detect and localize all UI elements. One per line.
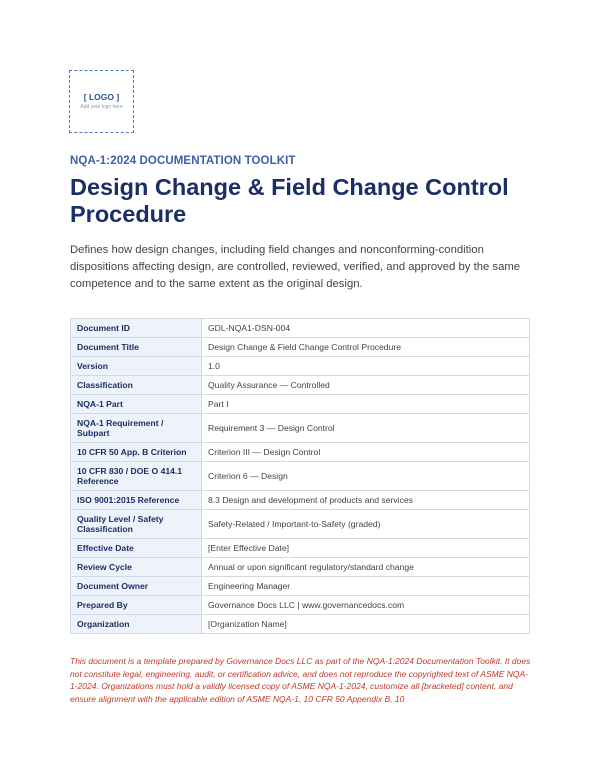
metadata-row <box>71 376 530 395</box>
metadata-label: Quality Level / Safety Classification <box>71 510 202 539</box>
metadata-label: Classification <box>71 376 202 395</box>
metadata-row <box>71 558 530 577</box>
metadata-label: Effective Date <box>71 539 202 558</box>
metadata-label: Version <box>71 357 202 376</box>
metadata-row <box>71 596 530 615</box>
metadata-value: Criterion 6 — Design <box>202 462 530 491</box>
metadata-value: Criterion III — Design Control <box>202 443 530 462</box>
metadata-row <box>71 510 530 539</box>
metadata-row <box>71 414 530 443</box>
logo-subtitle: Add your logo here <box>80 104 123 111</box>
document-metadata-table <box>70 318 530 634</box>
metadata-label: Organization <box>71 615 202 634</box>
metadata-value: Safety-Related / Important-to-Safety (graded) <box>202 510 530 539</box>
metadata-label: Review Cycle <box>71 558 202 577</box>
metadata-label: 10 CFR 50 App. B Criterion <box>71 443 202 462</box>
metadata-value: Quality Assurance — Controlled <box>202 376 530 395</box>
logo-placeholder <box>69 70 134 133</box>
toolkit-label: NQA-1:2024 DOCUMENTATION TOOLKIT <box>70 155 296 167</box>
document-description: Defines how design changes, including field changes and nonconforming-condition dispositions affecting design, are controlled, reviewed, verified, and approved by the same competence and to the same extent as the original design. <box>70 244 521 290</box>
metadata-row <box>71 462 530 491</box>
metadata-value: 1.0 <box>202 357 530 376</box>
metadata-value: Requirement 3 — Design Control <box>202 414 530 443</box>
metadata-label: Document Title <box>71 338 202 357</box>
metadata-row <box>71 577 530 596</box>
metadata-label: Document Owner <box>71 577 202 596</box>
metadata-label: 10 CFR 830 / DOE O 414.1 Reference <box>71 462 202 491</box>
metadata-value: Part I <box>202 395 530 414</box>
metadata-label: Document ID <box>71 319 202 338</box>
metadata-row <box>71 357 530 376</box>
metadata-label: NQA-1 Requirement / Subpart <box>71 414 202 443</box>
metadata-row <box>71 491 530 510</box>
metadata-value: [Organization Name] <box>202 615 530 634</box>
metadata-value: 8.3 Design and development of products and services <box>202 491 530 510</box>
metadata-value: Design Change & Field Change Control Procedure <box>202 338 530 357</box>
page-title: Design Change & Field Change Control Procedure <box>70 174 509 227</box>
metadata-label: ISO 9001:2015 Reference <box>71 491 202 510</box>
metadata-value: GDL-NQA1-DSN-004 <box>202 319 530 338</box>
metadata-value: Governance Docs LLC | www.governancedocs.com <box>202 596 530 615</box>
metadata-row <box>71 395 530 414</box>
metadata-row <box>71 615 530 634</box>
metadata-row <box>71 443 530 462</box>
logo-title: [ LOGO ] <box>83 91 120 102</box>
metadata-label: NQA-1 Part <box>71 395 202 414</box>
metadata-row <box>71 319 530 338</box>
disclaimer-text: This document is a template prepared by Governance Docs LLC as part of the NQA-1:2024 Documentation Toolkit. It does not constitute legal, engineering, audit, or certification advice, and does not reproduce the copyrighted text of ASME NQA-1-2024. Organizations must hold a validly licensed copy of ASME NQA-1-2024, customize all [bracketed] content, and ensure alignment with the applicable edition of ASME NQA-1, 10 CFR 50 Appendix B, 10 <box>70 656 531 704</box>
metadata-label: Prepared By <box>71 596 202 615</box>
metadata-row <box>71 539 530 558</box>
metadata-value: Engineering Manager <box>202 577 530 596</box>
metadata-value: Annual or upon significant regulatory/standard change <box>202 558 530 577</box>
metadata-row <box>71 338 530 357</box>
metadata-value: [Enter Effective Date] <box>202 539 530 558</box>
